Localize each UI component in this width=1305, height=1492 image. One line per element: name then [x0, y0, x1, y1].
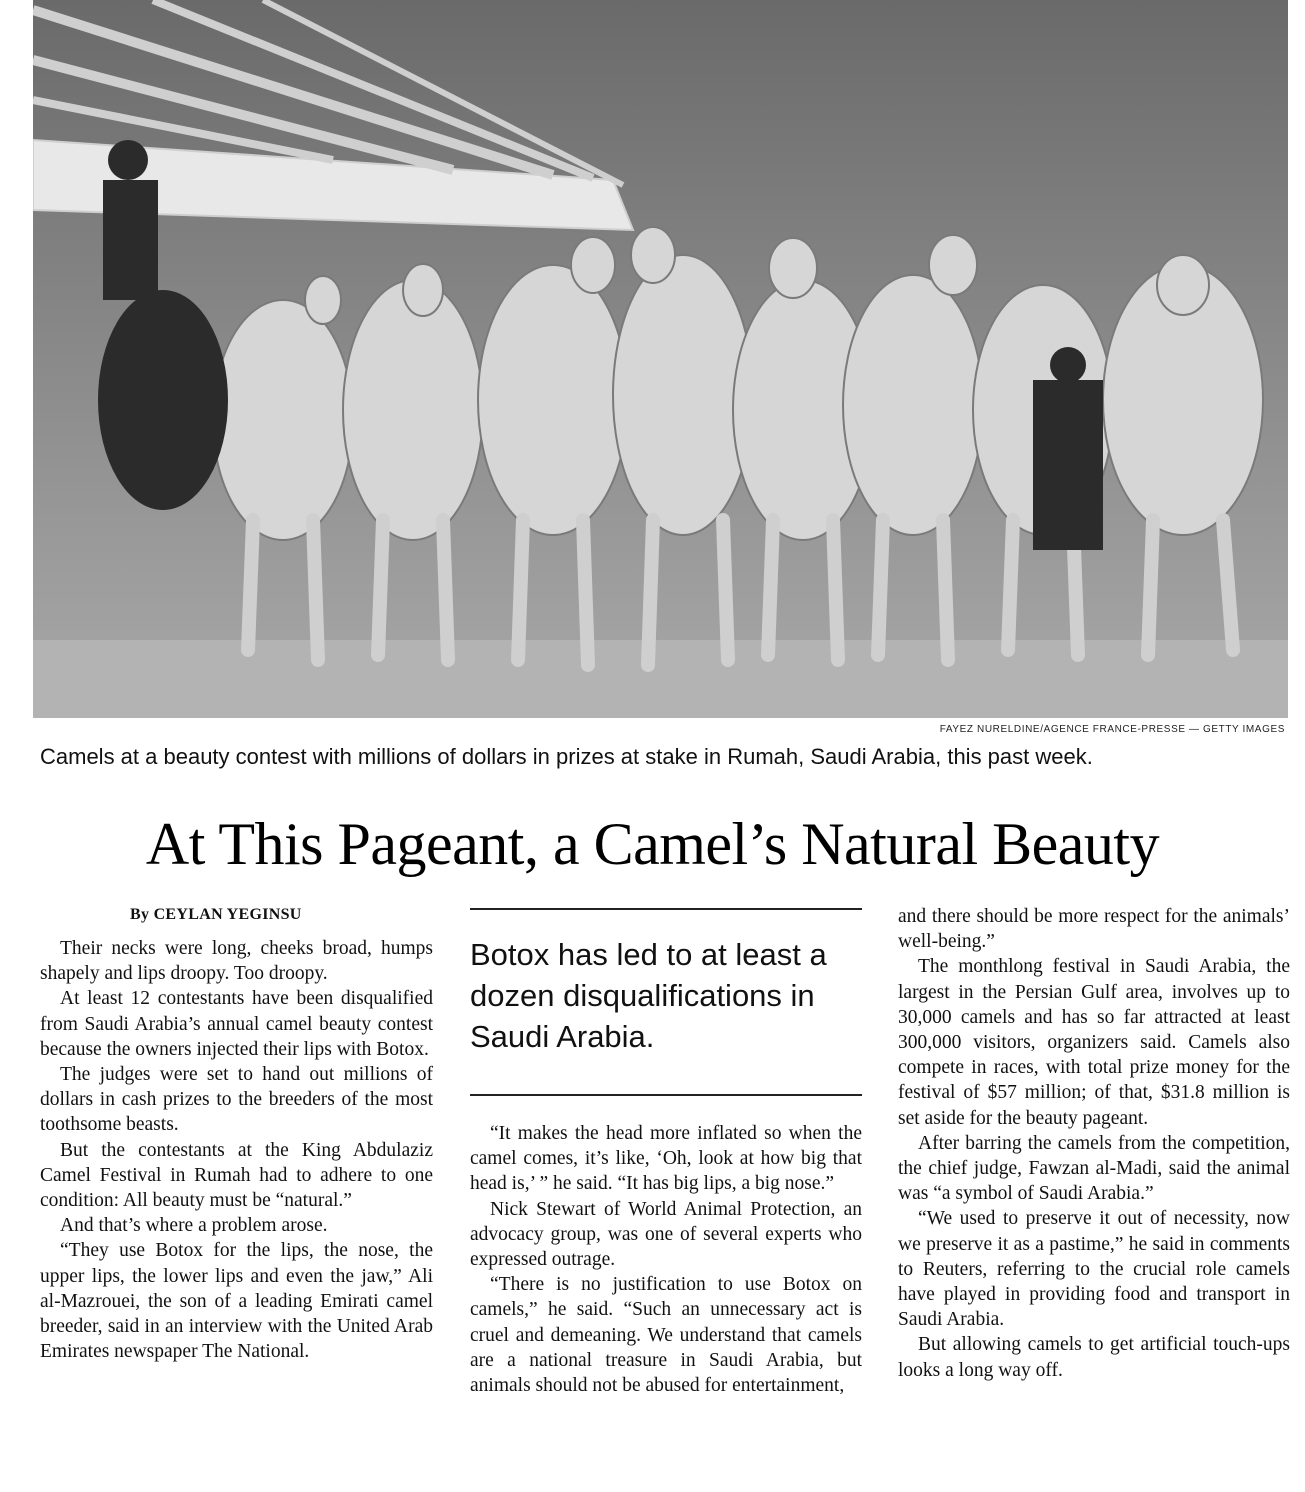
paragraph: The judges were set to hand out millions of dollars in cash prizes to the breeders of the most toothsome beasts.	[40, 1064, 433, 1136]
photo-credit: FAYEZ NURELDINE/AGENCE FRANCE-PRESSE — GETTY IMAGES	[939, 724, 1285, 735]
headline: At This Pageant, a Camel’s Natural Beauty	[145, 811, 1160, 877]
paragraph: But allowing camels to get artificial touch-ups looks a long way off.	[898, 1334, 1290, 1381]
paragraph: “There is no justification to use Botox on camels,” he said. “Such an unnecessary act is cruel and demeaning. We understand that camels are a national treasure in Saudi Arabia, but animals should not be abused for entertainment,	[470, 1274, 862, 1397]
pull-quote-top-rule	[470, 908, 862, 910]
article-column-2	[470, 1121, 862, 1398]
paragraph: “We used to preserve it out of necessity, now we preserve it as a pastime,” he said in comments to Reuters, referring to the crucial role camels have played in providing food and transport in Saudi Arabia.	[898, 1208, 1290, 1331]
paragraph: Nick Stewart of World Animal Protection, an advocacy group, was one of several experts who expressed outrage.	[470, 1198, 862, 1271]
paragraph: “They use Botox for the lips, the nose, the upper lips, the lower lips and even the jaw,” Ali al-Mazrouei, the son of a leading Emirati camel breeder, said in an interview with the United Arab Emirates newspaper The National.	[40, 1240, 433, 1363]
article-column-1	[40, 936, 433, 1364]
paragraph-continuation: and there should be more respect for the animals’ well-being.”	[898, 906, 1290, 953]
photo-caption: Camels at a beauty contest with millions of dollars in prizes at stake in Rumah, Saudi Arabia, this past week.	[40, 744, 1093, 769]
paragraph: But the contestants at the King Abdulaziz Camel Festival in Rumah had to adhere to one condition: All beauty must be “natural.”	[40, 1139, 433, 1212]
article-column-3	[898, 904, 1290, 1383]
camel-photo-illustration	[33, 0, 1288, 718]
paragraph: Their necks were long, cheeks broad, humps shapely and lips droopy. Too droopy.	[40, 938, 433, 985]
byline: By CEYLAN YEGINSU	[130, 906, 302, 923]
paragraph: “It makes the head more inflated so when the camel comes, it’s like, ‘Oh, look at how big that head is,’ ” he said. “It has big lips, a big nose.”	[470, 1123, 862, 1195]
paragraph: And that’s where a problem arose.	[60, 1215, 328, 1237]
pull-quote: Botox has led to at least a dozen disqualifications in Saudi Arabia.	[470, 937, 827, 1054]
paragraph: After barring the camels from the competition, the chief judge, Fawzan al-Madi, said the animal was “a symbol of Saudi Arabia.”	[898, 1132, 1290, 1205]
news-photo	[33, 0, 1288, 718]
pull-quote-bottom-rule	[470, 1094, 862, 1096]
paragraph: At least 12 contestants have been disqualified from Saudi Arabia’s annual camel beauty contest because the owners injected their lips with Botox.	[40, 988, 433, 1060]
paragraph: The monthlong festival in Saudi Arabia, the largest in the Persian Gulf area, involves up to 30,000 camels and has so far attracted at least 300,000 visitors, organizers said. Camels also compete in races, with total prize money for the festival of $57 million; of that, $31.8 million is set aside for the beauty pageant.	[898, 956, 1290, 1129]
